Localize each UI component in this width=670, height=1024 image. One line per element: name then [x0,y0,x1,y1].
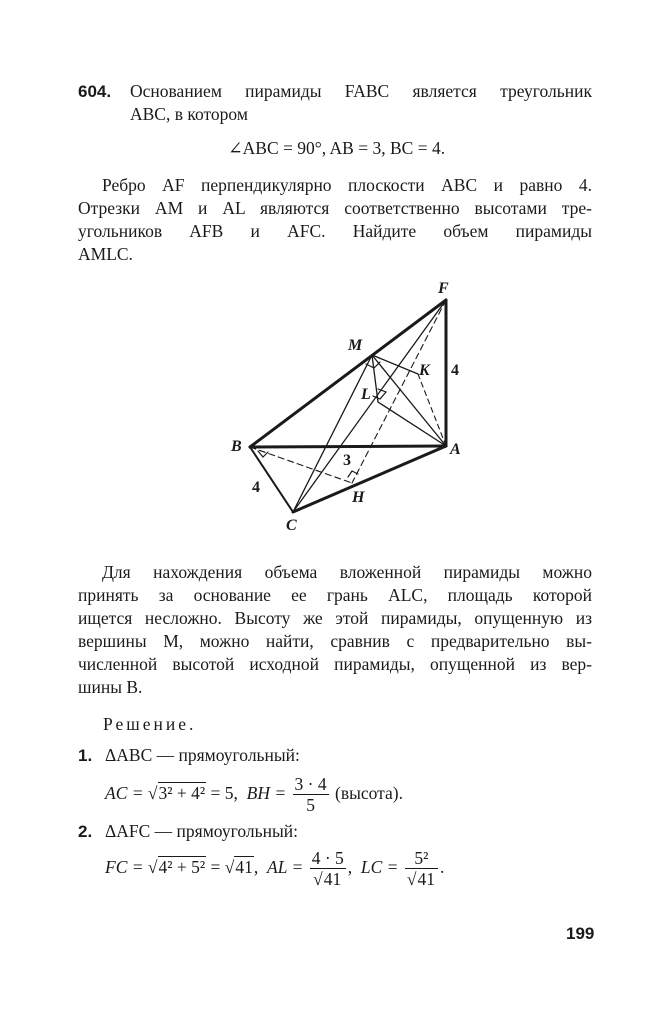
discussion-line-6: шины B. [78,677,143,697]
edge-CA [293,446,446,512]
label-B: B [231,438,242,455]
al-fraction [310,848,346,889]
problem-para-line-3: угольников AFB и AFC. Найдите объем пирамиды [78,221,592,241]
label-L: L [361,386,371,403]
label-K: K [419,362,430,379]
label-A: A [450,441,461,458]
problem-intro-1: Основанием пирамиды FABC является треугольник [130,81,592,101]
lc-numerator: 5² [414,848,429,869]
lc-fraction [405,848,438,889]
step-2 [78,820,92,843]
segment-AM [372,355,446,446]
problem-line-1 [78,80,111,103]
label-C: C [286,517,297,530]
problem-para-line-2: Отрезки AM и AL являются соответственно высотами тре- [78,198,592,218]
al-den-sqrt: 41 [323,869,342,890]
segment-AL [378,402,446,446]
step-1-number: 1. [78,746,93,765]
step-2-number: 2. [78,822,93,841]
label-H: H [352,489,365,506]
fc-lhs: FC = [105,857,144,877]
step-1-text: ΔABC — прямоугольный: [105,745,300,765]
lc-denominator: √41 [405,868,438,889]
al-denominator: √41 [310,868,346,889]
bh-fraction [293,774,329,815]
dashed-KA [418,374,446,446]
lc-lhs: LC = [360,857,399,877]
ac-lhs: AC = [105,783,144,803]
fc-eq: = [210,857,221,877]
bh-lhs: BH = [246,783,287,803]
fc-sqrt: 4² + 5² [158,857,206,877]
al-numerator: 4 · 5 [311,848,344,869]
label-4-AF: 4 [451,362,459,379]
label-3: 3 [343,452,351,469]
label-M: M [348,337,363,354]
lc-den-sqrt: 41 [417,869,435,890]
fc-end: , [253,857,259,877]
given-conditions: ∠ABC = 90°, AB = 3, BC = 4. [228,138,446,158]
solution-heading: Решение. [103,714,197,734]
discussion-line-2: принять за основание ее грань ALC, площадь которой [78,585,592,605]
page-number: 199 [566,924,595,943]
pyramid-figure [0,270,670,530]
fc-sqrt-41: 41 [235,857,253,877]
bh-note: (высота). [335,783,403,803]
problem-para-line-4: AMLC. [78,244,133,264]
problem-intro-2: ABC, в котором [130,104,248,124]
bh-numerator: 3 · 4 [294,774,327,795]
ac-rhs: = 5, [210,783,238,803]
al-end: , [347,857,353,877]
label-4-BC: 4 [252,479,260,496]
discussion-line-5: численной высотой исходной пирамиды, опущенной из вер- [78,654,592,674]
problem-para-line-1: Ребро AF перпендикулярно плоскости ABC и равно 4. [102,175,592,195]
step-2-formula: FC = √4² + 5² = √41, AL = $\frac{4 \cdot 5}{√41}$ , LC = $\frac{\text{5²}}{√41}$ . [105,848,445,890]
bh-denominator: 5 [293,794,329,815]
al-lhs: AL = [267,857,304,877]
discussion-line-3: ищется несложно. Высоту же этой пирамиды, опущенную из [78,608,592,628]
lc-end: . [439,857,445,877]
edge-BA [250,446,446,447]
step-1 [78,744,92,767]
discussion-line-1: Для нахождения объема вложенной пирамиды можно [102,562,592,582]
label-F: F [438,280,449,297]
step-2-text: ΔAFC — прямоугольный: [105,821,298,841]
ac-sqrt: 3² + 4² [158,783,206,803]
step-1-formula: AC = √3² + 4² = 5, BH = $\frac{3 \cdot 4}{5}$ (высота). [105,774,403,816]
discussion-line-4: вершины M, можно найти, сравнив с предварительно вы- [78,631,592,651]
problem-number: 604. [78,82,112,101]
